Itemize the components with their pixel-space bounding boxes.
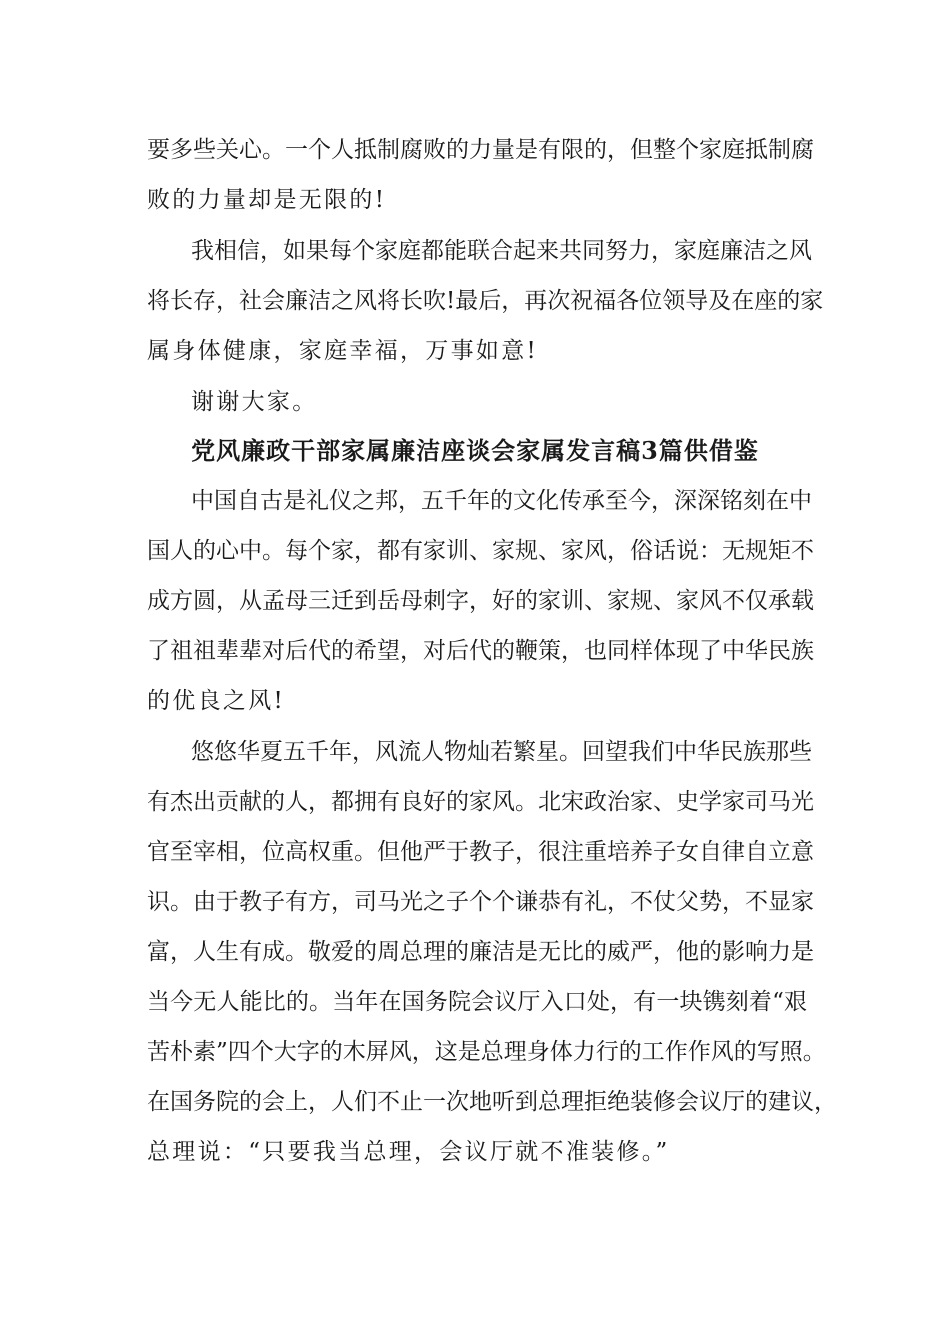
paragraph-line: 将长存，社会廉洁之风将长吹!最后，再次祝福各位领导及在座的家 (147, 288, 824, 314)
paragraph-line: 败的力量却是无限的! (147, 187, 387, 213)
paragraph-line: 悠悠华夏五千年，风流人物灿若繁星。回望我们中华民族那些 (191, 739, 812, 765)
paragraph-line: 我相信，如果每个家庭都能联合起来共同努力，家庭廉洁之风 (191, 238, 812, 264)
paragraph-line: 国人的心中。每个家，都有家训、家规、家风，俗话说：无规矩不 (147, 538, 814, 564)
paragraph-line: 中国自古是礼仪之邦，五千年的文化传承至今，深深铭刻在中 (191, 488, 812, 514)
paragraph-line: 总理说：“只要我当总理，会议厅就不准装修。” (147, 1139, 670, 1165)
paragraph-line: 要多些关心。一个人抵制腐败的力量是有限的，但整个家庭抵制腐 (147, 137, 814, 163)
paragraph-line: 当今无人能比的。当年在国务院会议厅入口处，有一块镌刻着“艰 (147, 989, 807, 1015)
section-heading: 党风廉政干部家属廉洁座谈会家属发言稿3篇供借鉴 (191, 436, 759, 465)
paragraph-line: 富，人生有成。敬爱的周总理的廉洁是无比的威严，他的影响力是 (147, 939, 814, 965)
paragraph-line: 成方圆，从孟母三迁到岳母刺字，好的家训、家规、家风不仅承载 (147, 588, 814, 614)
paragraph-line: 苦朴素”四个大字的木屏风，这是总理身体力行的工作作风的写照。 (147, 1039, 826, 1065)
paragraph-line: 的优良之风! (147, 688, 286, 714)
paragraph-line: 官至宰相，位高权重。但他严于教子，很注重培养子女自律自立意 (147, 839, 814, 865)
paragraph-line: 识。由于教子有方，司马光之子个个谦恭有礼，不仗父势，不显家 (147, 889, 814, 915)
paragraph-line: 了祖祖辈辈对后代的希望，对后代的鞭策，也同样体现了中华民族 (147, 638, 814, 664)
paragraph-line: 谢谢大家。 (191, 389, 318, 415)
paragraph-line: 在国务院的会上，人们不止一次地听到总理拒绝装修会议厅的建议， (147, 1089, 837, 1115)
paragraph-line: 有杰出贡献的人，都拥有良好的家风。北宋政治家、史学家司马光 (147, 789, 814, 815)
paragraph-line: 属身体健康，家庭幸福，万事如意! (147, 338, 539, 364)
